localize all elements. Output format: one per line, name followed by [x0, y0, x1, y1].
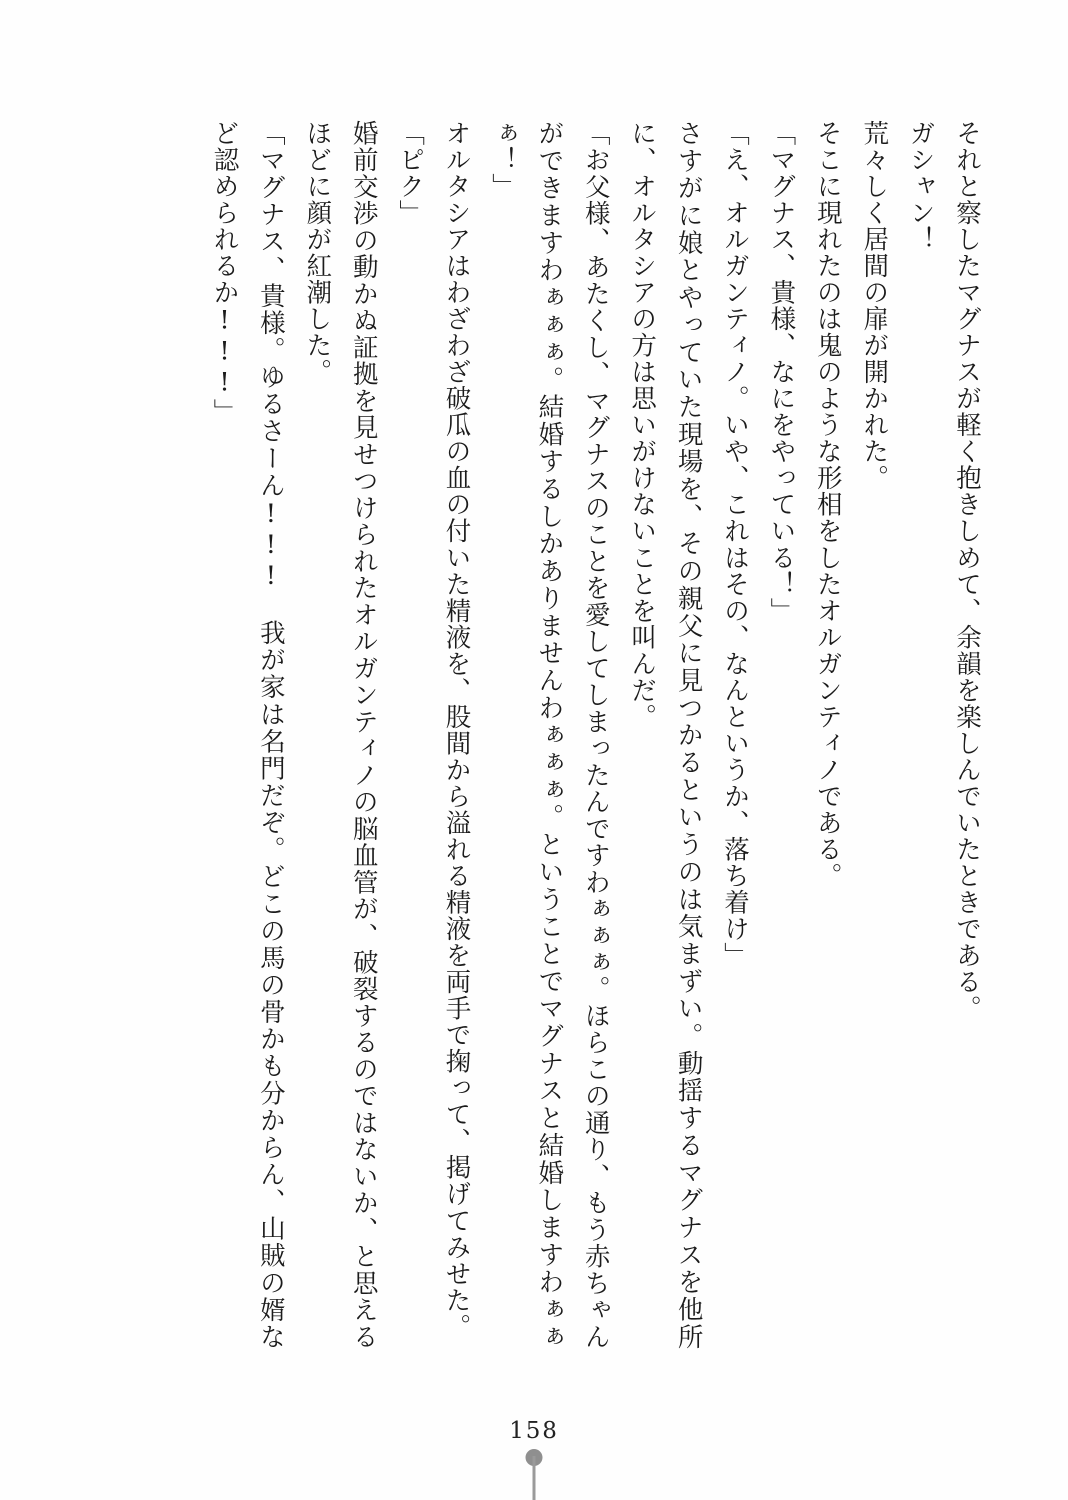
paragraph: 「ピク」 — [395, 120, 426, 227]
paragraph: 婚前交渉の動かぬ証拠を見せつけられたオルガンティノの脳血管が、破裂するのではないか、と思えるほどに顔が紅潮した。 — [302, 120, 379, 1350]
paragraph: 「お父様、あたくし、マグナスのことを愛してしまったんですわぁぁぁ。ほらこの通り、もう赤ちゃんができますわぁぁぁ。結婚するしかありませんわぁぁぁ。ということでマグナスと結婚しますわぁぁぁ！」 — [487, 120, 611, 1350]
paragraph: さすがに娘とやっていた現場を、その親父に見つかるというのは気まずい。動揺するマグナスを他所に、オルタシアの方は思いがけないことを叫んだ。 — [627, 120, 704, 1350]
page-number: 158 — [509, 1418, 559, 1444]
paragraph: 荒々しく居間の扉が開かれた。 — [859, 120, 890, 492]
paragraph: 「マグナス、貴様、なにをやっている！」 — [766, 120, 797, 624]
paragraph: そこに現れたのは鬼のような形相をしたオルガンティノである。 — [812, 120, 843, 890]
spine-line-mark — [533, 1456, 536, 1500]
paragraph: 「え、オルガンティノ。いや、これはその、なんというか、落ち着け」 — [719, 120, 750, 969]
paragraph: ガシャン！ — [905, 120, 936, 253]
page-body-text — [80, 120, 990, 1350]
paragraph: それと察したマグナスが軽く抱きしめて、余韻を楽しんでいたときである。 — [952, 120, 982, 1022]
paragraph: オルタシアはわざわざ破瓜の血の付いた精液を、股間から溢れる精液を両手で掬って、掲げてみせた。 — [441, 120, 472, 1340]
paragraph: 「マグナス、貴様。ゆるさーん!!! 我が家は名門だぞ。どこの馬の骨かも分からん、山賊の婿など認められるか!!!」 — [209, 120, 286, 1350]
